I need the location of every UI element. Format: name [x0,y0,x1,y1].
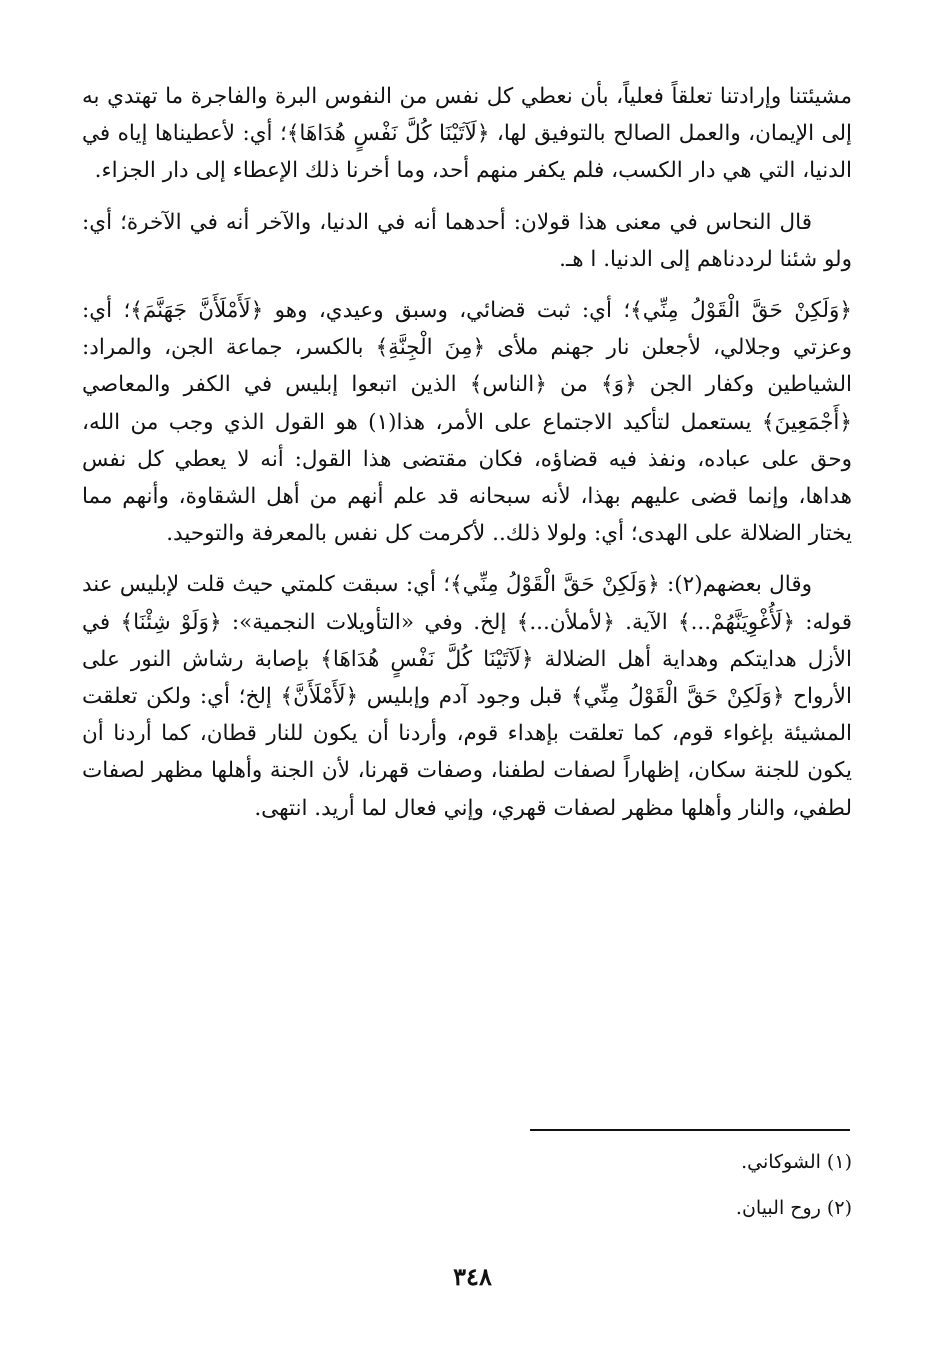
footnotes [82,1148,852,1240]
page-number: ٣٤٨ [453,1262,492,1291]
main-text [82,78,852,827]
footnote: (٢) روح البيان. [735,1197,852,1219]
footnote-divider [530,1129,850,1131]
paragraph: ﴿وَلَكِنْ حَقَّ الْقَوْلُ مِنِّي﴾؛ أي: ثبت قضائي، وسبق وعيدي، وهو ﴿لَأَمْلَأَنَّ جَهَنَّمَ﴾؛ أي: وعزتي وجلالي، لأجعلن نار جهنم ملأى ﴿مِنَ الْجِنَّةِ﴾ بالكسر، جماعة الجن، والمراد: الشياطين وكفار الجن ﴿وَ﴾ من ﴿الناس﴾ الذين اتبعوا إبليس في الكفر والمعاصي ﴿أَجْمَعِينَ﴾ يستعمل لتأكيد الاجتماع على الأمر، هذا(١) هو القول الذي وجب من الله، وحق على عباده، ونفذ فيه قضاؤه، فكان مقتضى هذا القول: أنه لا يعطي كل نفس هداها، وإنما قضى عليهم بهذا، لأنه سبحانه قد علم أنهم من أهل الشقاوة، وأنهم مما يختار الضلالة على الهدى؛ أي: ولولا ذلك.. لأكرمت كل نفس بالمعرفة والتوحيد. [82,298,852,547]
paragraph: وقال بعضهم(٢): ﴿وَلَكِنْ حَقَّ الْقَوْلُ مِنِّي﴾؛ أي: سبقت كلمتي حيث قلت لإبليس عند قوله: ﴿لَأُغْوِيَنَّهُمْ...﴾ الآية. ﴿لأملأن...﴾ إلخ. وفي «التأويلات النجمية»: ﴿وَلَوْ شِئْنَا﴾ في الأزل هدايتكم وهداية أهل الضلالة ﴿لَآتَيْنَا كُلَّ نَفْسٍ هُدَاهَا﴾ بإصابة رشاش النور على الأرواح ﴿وَلَكِنْ حَقَّ الْقَوْلُ مِنِّي﴾ قبل وجود آدم وإبليس ﴿لَأَمْلَأَنَّ﴾ إلخ؛ أي: ولكن تعلقت المشيئة بإغواء قوم، كما تعلقت بإهداء قوم، وأردنا أن يكون للنار قطان، كما أردنا أن يكون للجنة سكان، إظهاراً لصفات لطفنا، وصفات قهرنا، لأن الجنة وأهلها مظهر لصفات لطفي، والنار وأهلها مظهر لصفات قهري، وإني فعال لما أريد. انتهى. [82,572,852,821]
paragraph: قال النحاس في معنى هذا قولان: أحدهما أنه في الدنيا، والآخر أنه في الآخرة؛ أي: ولو شئنا لرددناهم إلى الدنيا. ا هـ. [82,209,852,272]
footnote: (١) الشوكاني. [741,1151,852,1173]
paragraph: مشيئتنا وإرادتنا تعلقاً فعلياً، بأن نعطي كل نفس من النفوس البرة والفاجرة ما تهتدي به إلى الإيمان، والعمل الصالح بالتوفيق لها، ﴿لَآتَيْنَا كُلَّ نَفْسٍ هُدَاهَا﴾؛ أي: لأعطيناها إياه في الدنيا، التي هي دار الكسب، فلم يكفر منهم أحد، وما أخرنا ذلك الإعطاء إلى دار الجزاء. [82,84,852,184]
